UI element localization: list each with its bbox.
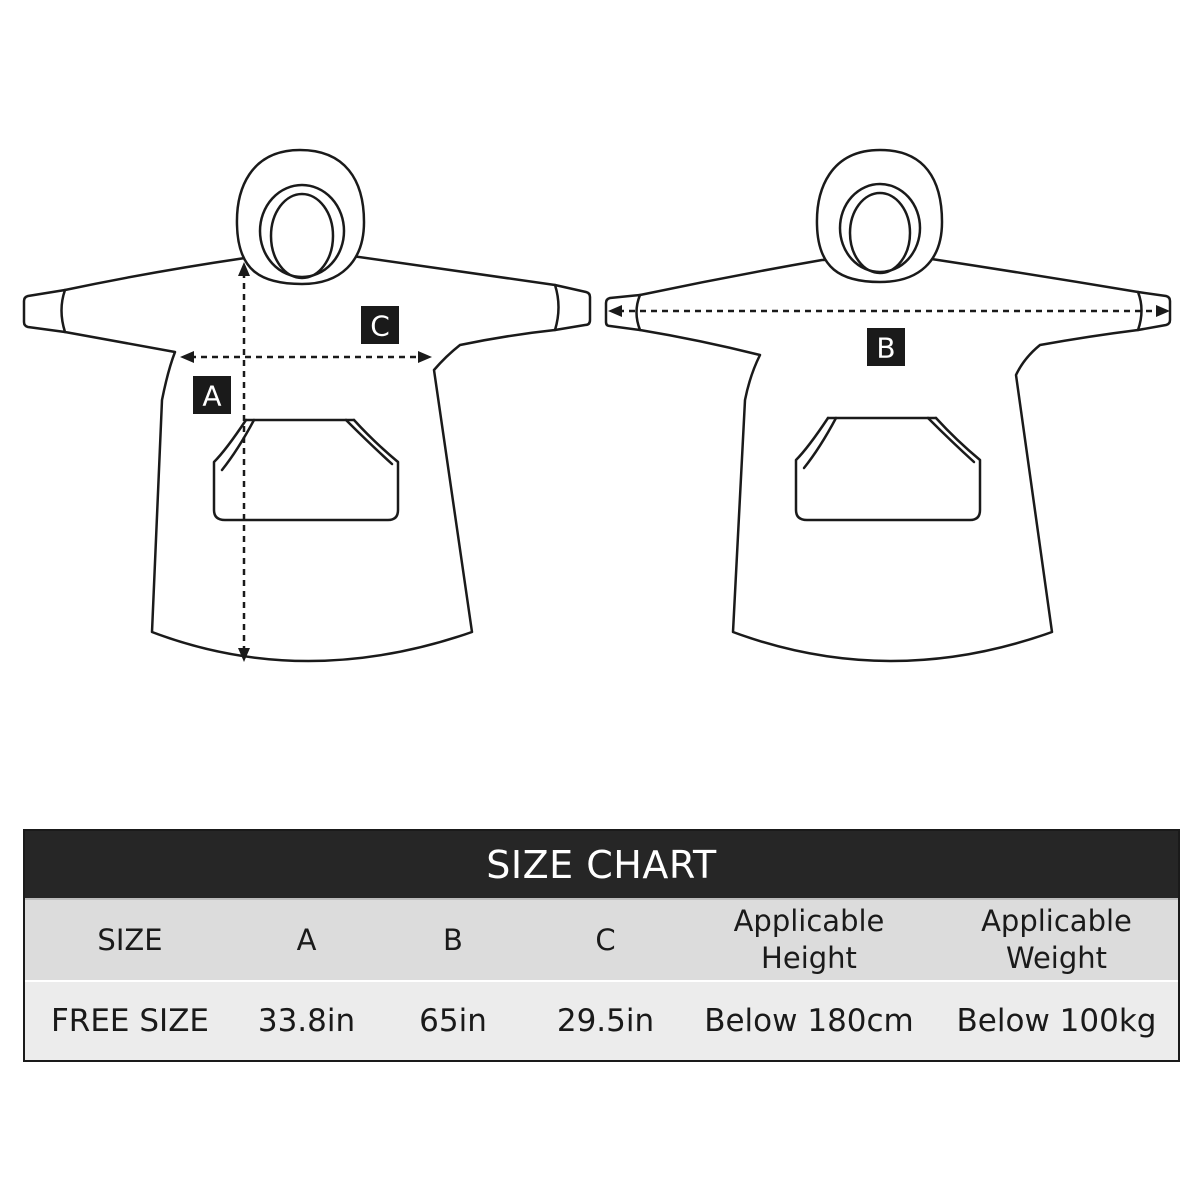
- hoodie-front-hood: [237, 150, 364, 284]
- cell-applicable-weight: Below 100kg: [956, 1003, 1157, 1039]
- hoodie-back: [606, 150, 1170, 661]
- size-chart-table: [23, 829, 1180, 1062]
- label-c: C: [370, 309, 390, 343]
- hoodie-front-body: [62, 255, 559, 661]
- hoodie-front-right-cuff: [555, 285, 590, 330]
- cell-c: 29.5in: [556, 1003, 655, 1039]
- hoodie-back-left-cuff: [606, 295, 640, 330]
- cell-a: 33.8in: [257, 1003, 356, 1039]
- label-b: B: [876, 331, 896, 365]
- size-chart-row: [25, 982, 1178, 1060]
- size-chart-title: SIZE CHART: [25, 831, 1178, 898]
- cell-applicable-height: Below 180cm: [704, 1003, 914, 1039]
- size-chart-header-row: [25, 898, 1178, 982]
- cell-size: FREE SIZE: [50, 1003, 210, 1039]
- header-size: SIZE: [97, 922, 163, 957]
- hoodie-back-body: [637, 258, 1142, 661]
- header-applicable-height: Applicable Height: [733, 904, 885, 975]
- hoodie-front: [24, 150, 590, 662]
- label-a: A: [202, 379, 222, 413]
- header-a: A: [296, 922, 317, 957]
- hoodie-front-left-cuff: [24, 290, 65, 332]
- cell-b: 65in: [419, 1003, 487, 1039]
- header-b: B: [443, 922, 463, 957]
- hoodie-back-hood: [817, 150, 942, 282]
- header-c: C: [595, 922, 616, 957]
- header-applicable-weight: Applicable Weight: [981, 904, 1132, 975]
